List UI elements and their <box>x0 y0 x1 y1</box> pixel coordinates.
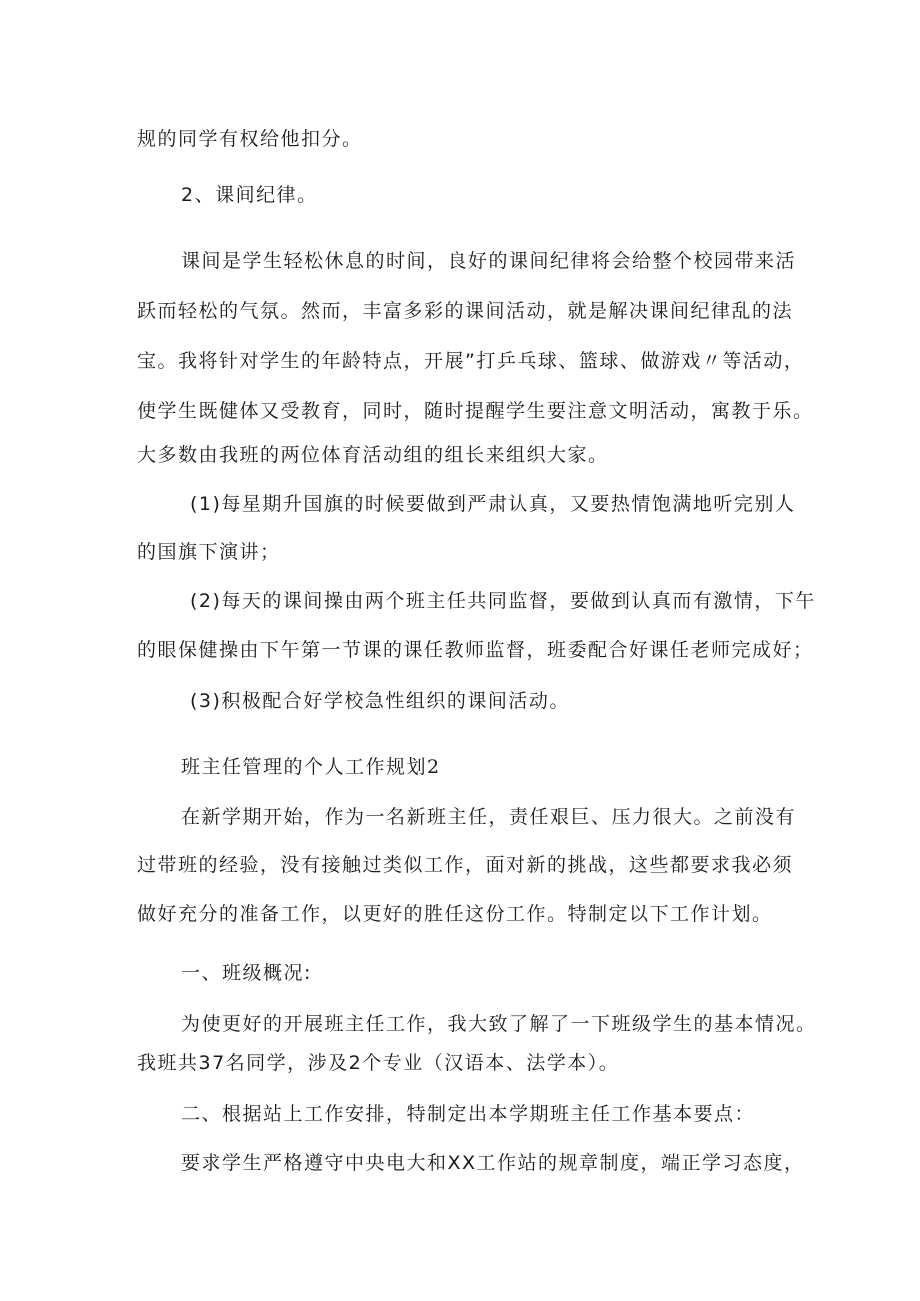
paragraph-line: 规的同学有权给他扣分。 <box>137 128 363 150</box>
section-heading: 一、班级概况: <box>181 962 312 984</box>
paragraph-line: 宝。我将针对学生的年龄特点，开展”打乒乓球、篮球、做游戏〃等活动， <box>137 350 805 372</box>
section-title: 班主任管理的个人工作规划2 <box>181 756 441 778</box>
paragraph-line: 为使更好的开展班主任工作，我大致了解了一下班级学生的基本情况。 <box>181 1013 817 1035</box>
paragraph-line: 我班共37名同学，涉及2个专业（汉语本、法学本）。 <box>137 1052 620 1074</box>
paragraph-line: 跃而轻松的气氛。然而，丰富多彩的课间活动，就是解决课间纪律乱的法 <box>137 300 794 322</box>
list-item-line: (3)积极配合好学校急性组织的课间活动。 <box>190 690 570 712</box>
paragraph-line: 要求学生严格遵守中央电大和XX工作站的规章制度，端正学习态度， <box>181 1152 805 1174</box>
list-item-line: (1)每星期升国旗的时候要做到严肃认真，又要热情饱满地听完别人 <box>190 493 796 515</box>
paragraph-line: 做好充分的准备工作，以更好的胜任这份工作。特制定以下工作计划。 <box>137 903 773 925</box>
paragraph-line: 大多数由我班的两位体育活动组的组长来组织大家。 <box>137 444 609 466</box>
section-heading: 二、根据站上工作安排，特制定出本学期班主任工作基本要点： <box>181 1103 756 1125</box>
list-item-line: (2)每天的课间操由两个班主任共同监督，要做到认真而有激情，下午 <box>190 590 816 612</box>
paragraph-line: 课间是学生轻松休息的时间，良好的课间纪律将会给整个校园带来活 <box>181 250 797 272</box>
list-item-line: 的国旗下演讲； <box>137 541 281 563</box>
paragraph-line: 过带班的经验，没有接触过类似工作，面对新的挑战，这些都要求我必须 <box>137 854 794 876</box>
paragraph-line: 在新学期开始，作为一名新班主任，责任艰巨、压力很大。之前没有 <box>181 806 797 828</box>
list-item-line: 的眼保健操由下午第一节课的课任教师监督，班委配合好课任老师完成好； <box>137 639 814 661</box>
section-heading: 2、课间纪律。 <box>181 184 318 206</box>
paragraph-line: 使学生既健体又受教育，同时，随时提醒学生要注意文明活动，寓教于乐。 <box>137 400 814 422</box>
